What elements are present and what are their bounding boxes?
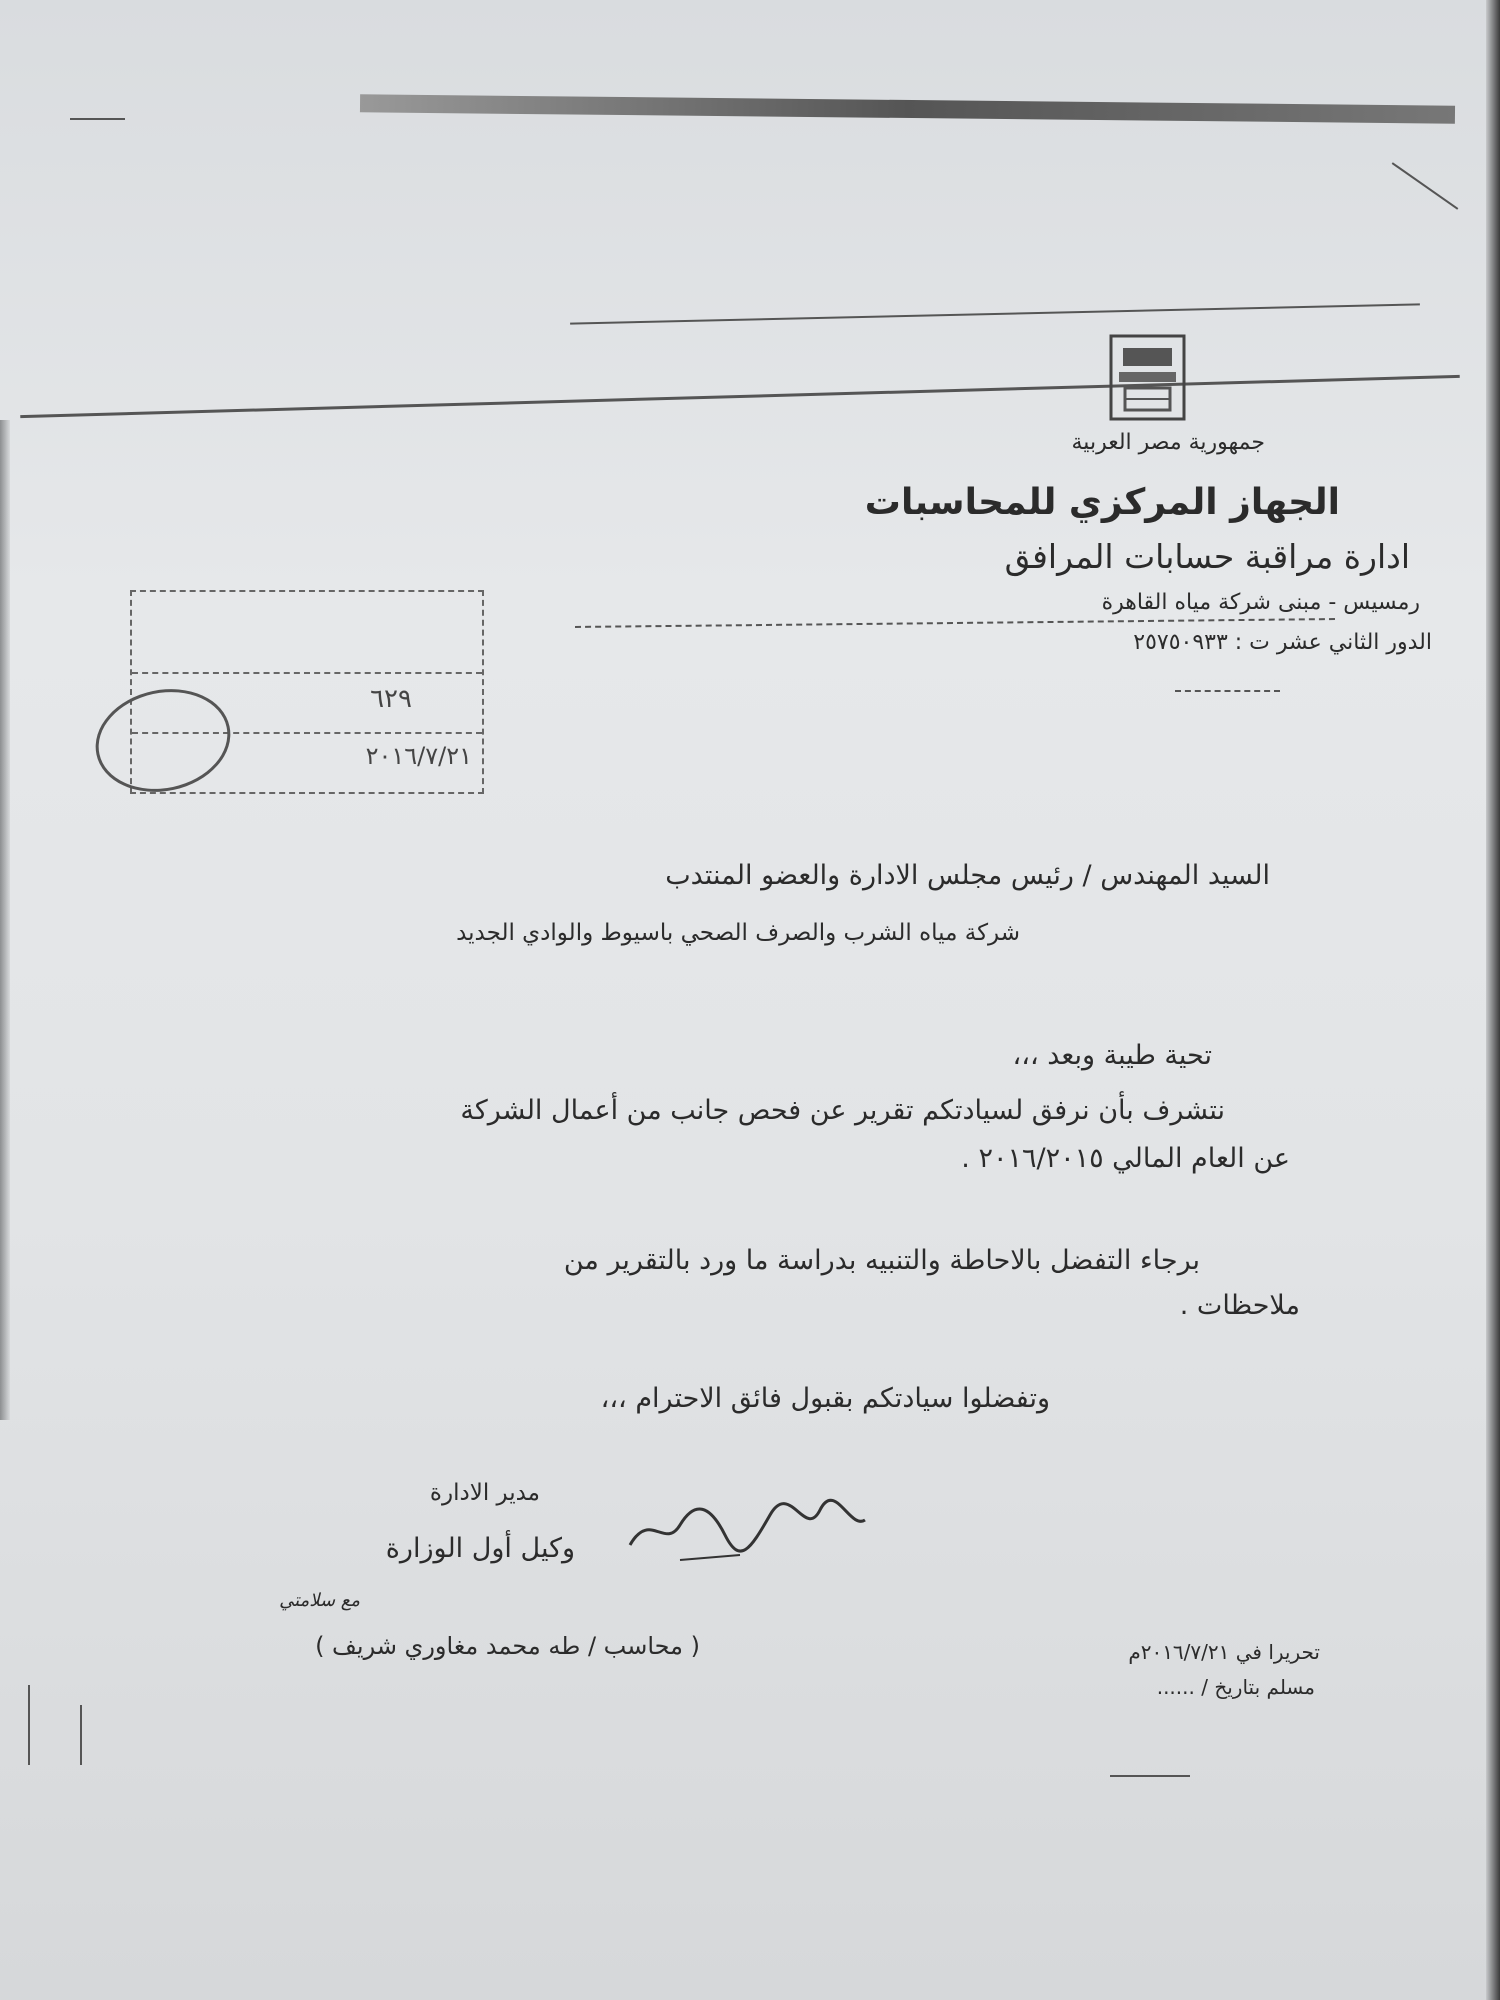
top-scan-bar (360, 94, 1455, 123)
address-line: رمسيس - مبنى شركة مياه القاهرة (1101, 590, 1420, 615)
recipient-title: السيد المهندس / رئيس مجلس الادارة والعضو المنتدب (665, 860, 1270, 891)
margin-mark-1 (28, 1685, 30, 1765)
header-rule-1 (570, 303, 1420, 324)
footer-date-note: تحريرا في ٢٠١٦/٧/٢١م (1128, 1640, 1320, 1664)
body-para2-line2: ملاحظات . (1179, 1290, 1300, 1321)
country-name: جمهورية مصر العربية (1071, 430, 1265, 455)
phone-underline (1175, 690, 1280, 692)
top-diagonal-mark (1392, 162, 1459, 210)
floor-phone: الدور الثاني عشر ت : ٢٥٧٥٠٩٣٣ (1133, 630, 1432, 655)
footer-received-note: مسلم بتاريخ / ...... (1156, 1675, 1315, 1699)
page-edge-left (0, 420, 10, 1420)
stamp-number: ٦٢٩ (370, 684, 412, 714)
signatory-title-2: وكيل أول الوزارة (385, 1533, 575, 1564)
body-para1-line2: عن العام المالي ٢٠١٦/٢٠١٥ . (961, 1143, 1290, 1174)
handwritten-note: مع سلامتي (279, 1590, 360, 1611)
greeting: تحية طيبة وبعد ،،، (1012, 1040, 1212, 1071)
address-underline (575, 618, 1335, 628)
page-edge-shadow (1486, 0, 1500, 2000)
accountant-name: ( محاسب / طه محمد مغاوري شريف ) (315, 1632, 700, 1660)
body-para2-line1: برجاء التفضل بالاحاطة والتنبيه بدراسة ما ورد بالتقرير من (563, 1245, 1200, 1276)
recipient-company: شركة مياه الشرب والصرف الصحي باسيوط والوادي الجديد (456, 920, 1020, 946)
eagle-emblem-icon (1105, 330, 1190, 425)
margin-mark-2 (80, 1705, 82, 1765)
footer-rule (1110, 1775, 1190, 1777)
agency-name: الجهاز المركزي للمحاسبات (864, 482, 1340, 523)
top-mark-left (70, 118, 125, 120)
handwritten-signature (620, 1490, 870, 1570)
department-name: ادارة مراقبة حسابات المرافق (1004, 537, 1410, 576)
body-para1-line1: نتشرف بأن نرفق لسيادتكم تقرير عن فحص جانب من أعمال الشركة (460, 1095, 1225, 1126)
stamp-date: ٢٠١٦/٧/٢١ (365, 742, 472, 770)
closing-phrase: وتفضلوا سيادتكم بقبول فائق الاحترام ،،، (600, 1383, 1050, 1414)
signatory-title-1: مدير الادارة (429, 1480, 540, 1506)
header-rule-2 (20, 375, 1460, 418)
